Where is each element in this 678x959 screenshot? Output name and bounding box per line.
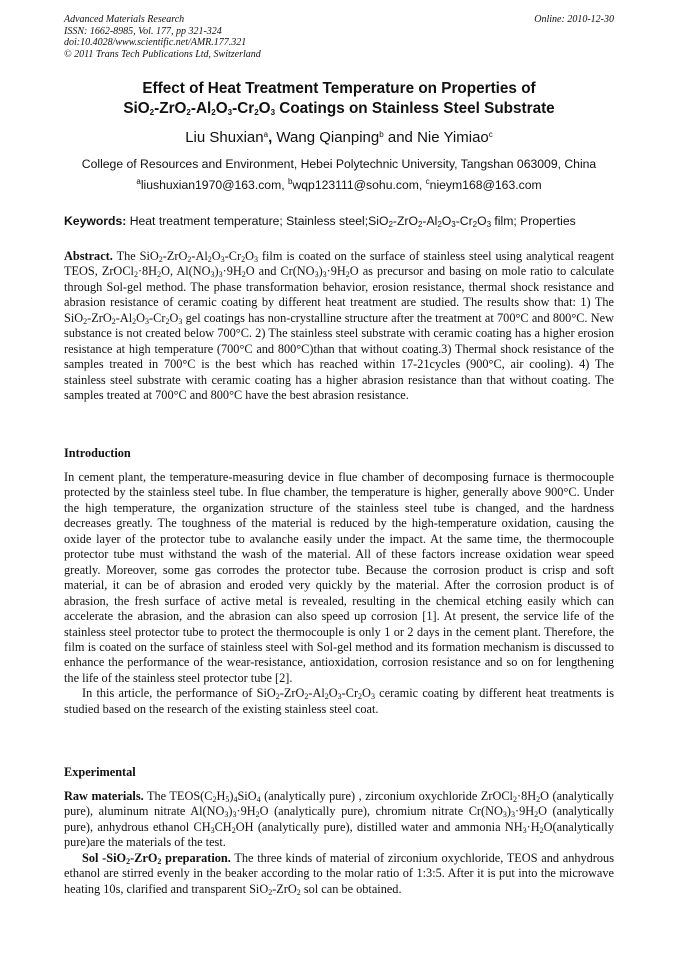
author-3: Nie Yimiao	[417, 129, 489, 146]
journal-name: Advanced Materials Research	[64, 14, 185, 25]
sol-preparation-label: Sol -SiO$_2$-ZrO$_2$ preparation.	[82, 850, 231, 866]
keywords: Keywords: Heat treatment temperature; Stainless $steel;SiO_2-ZrO_2-Al_2O_3-Cr_2O_3$ film; Properties	[64, 214, 576, 229]
journal-header	[64, 14, 614, 60]
email-2: wqp123111@sohu.com,	[292, 178, 426, 192]
intro-paragraph-2: In this article, the performance of $SiO_2-ZrO_2-Al_2O_3-Cr_2O_3$ ceramic coating by different heat treatments is studied based on the research of the existing stainless steel coat.	[64, 686, 614, 716]
paper-title	[30, 79, 648, 119]
author-emails: $^a$liushuxian1970@163.com, $^b$wqp123111@sohu.com, $^c$nieym168@163.com	[136, 177, 542, 192]
author-list: Liu Shuxian$^a$, Wang Qianping$^b$ and Nie Yimiao$^c$	[185, 129, 493, 146]
sol-preparation-paragraph: Sol -SiO$_2$-ZrO$_2$ preparation. The three kinds of material of zirconium oxychloride, TEOS and anhydrous ethanol are stirred evenly in the beaker according to the molar ratio of 1:3:5. After it is put into the microwave heating 10s, clarified and transparent SiO$_2$-ZrO$_2$ sol can be obtained.	[64, 850, 614, 897]
experimental-heading: Experimental	[64, 765, 136, 779]
doi-line: doi:10.4028/www.scientific.net/AMR.177.321	[64, 37, 247, 48]
email-3: nieym168@163.com	[429, 178, 542, 192]
title-line-1: Effect of Heat Treatment Temperature on Properties of	[142, 80, 536, 97]
raw-materials-paragraph: Raw materials. The $TEOS(C_2H_5)_4SiO_4$ (analytically pure) , zirconium oxychloride $ZrOCl_2\cdot 8H_2O$ (analytically pure), aluminum nitrate $Al(NO_3)_3\cdot 9H_2O$ (analytically pure), chromium nitrate $Cr(NO_3)_3\cdot 9H_2O$ (analytically pure), anhydrous ethanol $CH_3CH_2OH$ (analytically pure), distilled water and ammonia $NH_3\cdot H_2O(analytically$ pure)are the materials of the test.	[64, 789, 614, 850]
raw-materials-label: Raw materials.	[64, 789, 144, 803]
title-line-2: $SiO_2-ZrO_2-Al_2O_3-Cr_2O_3$ Coatings on Stainless Steel Substrate	[123, 100, 555, 117]
abstract: Abstract. The $SiO_2-ZrO_2-Al_2O_3-Cr_2O_3$ film is coated on the surface of stainless steel using analytical reagent TEOS, $ZrOCl_2\cdot 8H_2O$, $Al(NO_3)_3\cdot 9H_2O$ and $Cr(NO_3)_3\cdot 9H_2O$ as precursor and basing on mole ratio to calculate through Sol-gel method. The phase transformation behavior, erosion resistance, thermal shock resistance and abrasion resistance of ceramic coating by different heat treatment are studied. The results show that: 1) The $SiO_2-ZrO_2-Al_2O_3-Cr_2O_3$ gel coatings has non-crystalline structure after the treatment at 700°C and 800°C. New substance is not created below 700°C. 2) The stainless steel substrate with ceramic coating has a higher erosion resistance at high temperature (700°C and 800°C)than that without coating.3) Thermal shock resistance of the samples treated in 700°C is the best which has reached within 17-21cycles (900°C, air cooling). 4) The stainless steel substrate with ceramic coating has a higher abrasion resistance than that without coating. The samples treated at 700°C and 800°C have the best abrasion resistance.	[64, 249, 615, 403]
keywords-label: Keywords:	[64, 214, 127, 228]
experimental-body	[64, 789, 614, 897]
online-date: Online: 2010-12-30	[534, 14, 614, 25]
affiliation: College of Resources and Environment, Hebei Polytechnic University, Tangshan 063009, China	[81, 157, 597, 171]
introduction-body	[64, 470, 614, 717]
email-1: liushuxian1970@163.com,	[140, 178, 289, 192]
copyright-line: © 2011 Trans Tech Publications Ltd, Switzerland	[64, 48, 261, 60]
introduction-heading: Introduction	[64, 446, 131, 460]
author-1: Liu Shuxian	[185, 129, 264, 146]
intro-paragraph-1: In cement plant, the temperature-measuring device in flue chamber of decomposing furnace is thermocouple protected by the stainless steel tube. In flue chamber, the temperature is higher, generally above 900°C. Under the high temperature, the organization structure of the stainless steel tube is changed, and the hardness decreases greatly. The toughness of the material is reduced by the high-temperature oxidation, causing the oxide layer of the protector tube to avalanche easily under the impact. At the same time, the thermocouple protector tube must withstand the wash of the material. All of these factors increase oxidation wear speed greatly. Moreover, some gas corrodes the protector tube. Because the corrosion product is crisp and soft material, it can be of abrasion and eroded very quickly by the material. After the corrosion product is of abrasion, the fresh surface of active metal is revealed, resulting in the chemical etching easily which can accelerate the abrasion, and the abrasion can also speed up corrosion [1]. At present, the service life of the stainless steel protector tube to protect the thermocouple is only 1 or 2 days in the cement plant. Therefore, the film is coated on the surface of stainless steel with Sol-gel method and its formation mechanism is discussed to enhance the performance of the wear-resistance, antioxidation, corrosion resistance and so on for lengthening the life of the stainless steel protector tube [2].	[64, 470, 614, 685]
issn-line: ISSN: 1662-8985, Vol. 177, pp 321-324	[64, 25, 222, 37]
author-2: Wang Qianping	[276, 129, 380, 146]
abstract-label: Abstract.	[64, 249, 113, 263]
